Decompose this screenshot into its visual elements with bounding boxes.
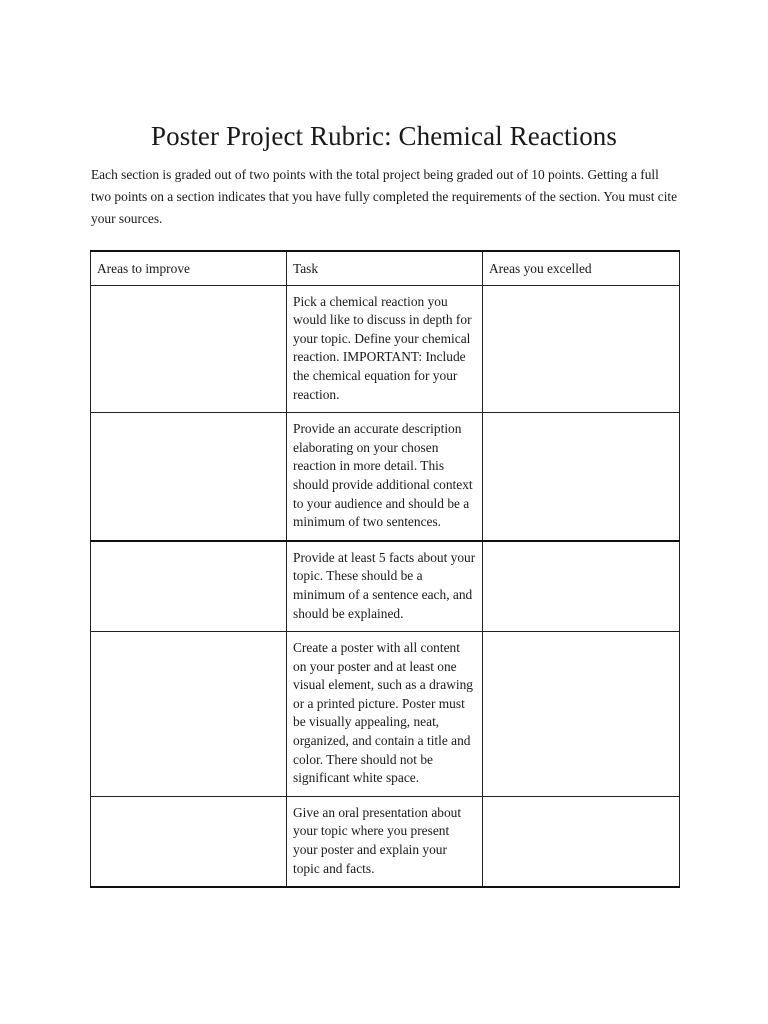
rubric-table — [90, 250, 680, 888]
table-row — [91, 413, 680, 541]
excelled-cell[interactable] — [483, 632, 680, 797]
task-cell: Provide an accurate description elaborating on your chosen reaction in more detail. This should provide additional context to your audience and should be a minimum of two sentences. — [287, 413, 483, 541]
improve-cell[interactable] — [91, 632, 287, 797]
table-row — [91, 632, 680, 797]
header-areas-to-improve: Areas to improve — [91, 251, 287, 285]
excelled-cell[interactable] — [483, 796, 680, 887]
intro-paragraph: Each section is graded out of two points with the total project being graded out of 10 points. Getting a full two points on a section indicates that you have fully completed the requirements of the section. You must cite your sources. — [91, 167, 678, 226]
excelled-cell[interactable] — [483, 541, 680, 632]
header-task: Task — [287, 251, 483, 285]
improve-cell[interactable] — [91, 413, 287, 541]
table-header-row — [91, 251, 680, 285]
header-areas-you-excelled: Areas you excelled — [483, 251, 680, 285]
table-row — [91, 285, 680, 413]
improve-cell[interactable] — [91, 796, 287, 887]
document-title: Poster Project Rubric: Chemical Reactions — [151, 121, 617, 151]
excelled-cell[interactable] — [483, 285, 680, 413]
task-cell: Give an oral presentation about your topic where you present your poster and explain your topic and facts. — [287, 796, 483, 887]
improve-cell[interactable] — [91, 285, 287, 413]
excelled-cell[interactable] — [483, 413, 680, 541]
task-cell: Create a poster with all content on your poster and at least one visual element, such as a drawing or a printed picture. Poster must be visually appealing, neat, organized, and contain a title and color. There should not be significant white space. — [287, 632, 483, 797]
task-cell: Pick a chemical reaction you would like to discuss in depth for your topic. Define your chemical reaction. IMPORTANT: Include the chemical equation for your reaction. — [287, 285, 483, 413]
table-row — [91, 541, 680, 632]
task-cell: Provide at least 5 facts about your topic. These should be a minimum of a sentence each, and should be explained. — [287, 541, 483, 632]
table-row — [91, 796, 680, 887]
improve-cell[interactable] — [91, 541, 287, 632]
